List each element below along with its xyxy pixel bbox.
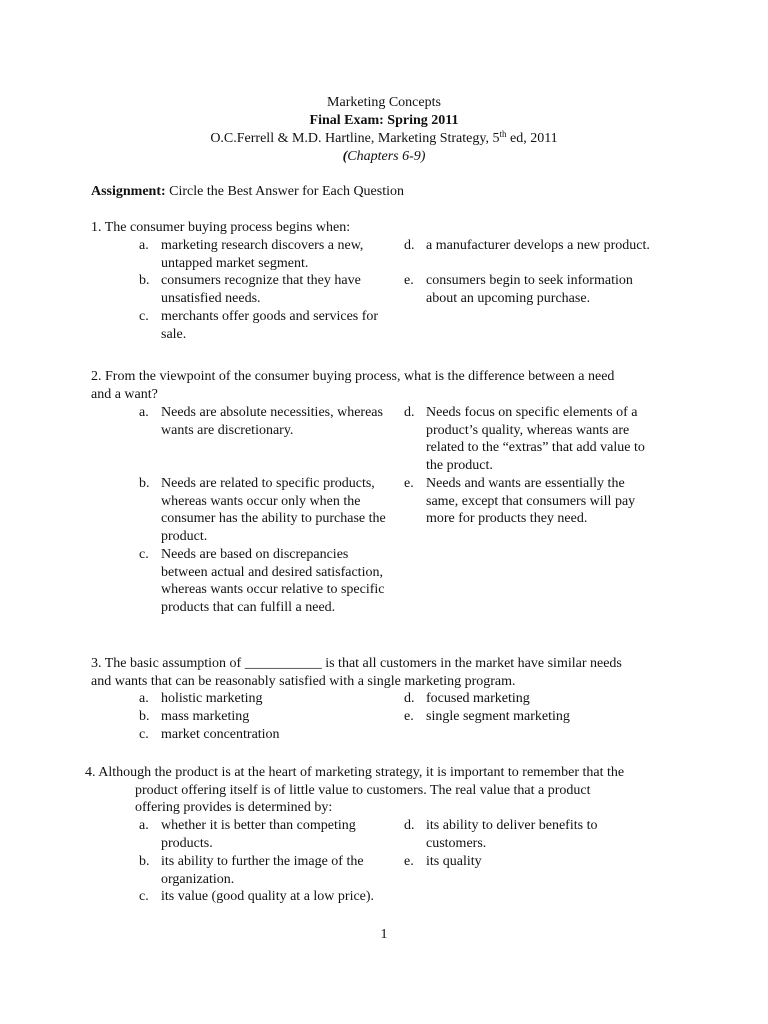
option-letter: c. <box>139 727 149 742</box>
question-2-stem-line-2: and a want? <box>91 387 158 402</box>
option-letter: e. <box>404 854 414 869</box>
question-3-stem-line-2: and wants that can be reasonably satisfied with a single marketing program. <box>91 674 516 689</box>
option-letter: d. <box>404 691 415 706</box>
question-3-stem-line-1: 3. The basic assumption of ___________ is that all customers in the market have similar needs <box>91 656 622 671</box>
option-letter: b. <box>139 854 150 869</box>
option-text: Needs are absolute necessities, whereas wants are discretionary. <box>161 405 383 438</box>
option-letter: a. <box>139 238 149 253</box>
option-text: its value (good quality at a low price). <box>161 889 375 904</box>
option-text: Needs and wants are essentially the same, except that consumers will pay more for products they need. <box>426 476 636 526</box>
option-text: whether it is better than competing products. <box>161 818 356 851</box>
option-text: its quality <box>426 854 482 869</box>
question-4-stem-line-1: 4. Although the product is at the heart of marketing strategy, it is important to remember that the <box>85 765 625 780</box>
option-text: marketing research discovers a new, untapped market segment. <box>161 238 364 271</box>
option-letter: e. <box>404 273 414 288</box>
question-2-stem-line-1: 2. From the viewpoint of the consumer buying process, what is the difference between a need <box>91 369 615 384</box>
option-text: Needs are related to specific products, whereas wants occur only when the consumer has the ability to purchase the product. <box>161 476 386 544</box>
option-letter: a. <box>139 691 149 706</box>
option-letter: d. <box>404 238 415 253</box>
option-text: single segment marketing <box>426 709 570 724</box>
option-text: Needs are based on discrepancies between actual and desired satisfaction, whereas wants occur relative to specific products that can fulfill a need. <box>161 547 385 615</box>
reference-year: ed, 2011 <box>506 131 558 146</box>
question-4-stem-line-2: product offering itself is of little value to customers. The real value that a product <box>135 783 591 798</box>
option-letter: d. <box>404 818 415 833</box>
assignment-label: Assignment: <box>91 184 166 199</box>
option-letter: e. <box>404 476 414 491</box>
edition-superscript: th <box>499 129 507 139</box>
question-1-stem: 1. The consumer buying process begins when: <box>91 220 351 235</box>
course-title: Marketing Concepts <box>327 95 441 110</box>
option-letter: b. <box>139 476 150 491</box>
option-text: consumers recognize that they have unsatisfied needs. <box>161 273 361 306</box>
option-text: Needs focus on specific elements of a product’s quality, whereas wants are related to the “extras” that add value to the product. <box>426 405 645 473</box>
chapters-range <box>0 148 768 166</box>
option-letter: a. <box>139 405 149 420</box>
option-text: mass marketing <box>161 709 250 724</box>
option-text: consumers begin to seek information about an upcoming purchase. <box>426 273 633 306</box>
chapters-text: Chapters 6-9) <box>347 149 426 164</box>
assignment-instructions <box>91 183 404 201</box>
page-number: 1 <box>380 927 388 942</box>
option-text: its ability to further the image of the organization. <box>161 854 364 887</box>
option-text: a manufacturer develops a new product. <box>426 238 650 253</box>
option-text: its ability to deliver benefits to customers. <box>426 818 598 851</box>
option-text: holistic marketing <box>161 691 263 706</box>
chapters-open-paren: ( <box>342 149 348 164</box>
textbook-reference <box>0 130 768 148</box>
option-letter: d. <box>404 405 415 420</box>
option-letter: c. <box>139 889 149 904</box>
option-text: market concentration <box>161 727 280 742</box>
option-letter: c. <box>139 309 149 324</box>
option-letter: c. <box>139 547 149 562</box>
option-letter: b. <box>139 273 150 288</box>
option-letter: a. <box>139 818 149 833</box>
question-4-stem-line-3: offering provides is determined by: <box>135 800 333 815</box>
exam-title: Final Exam: Spring 2011 <box>309 113 459 128</box>
assignment-text: Circle the Best Answer for Each Question <box>165 184 404 199</box>
option-letter: b. <box>139 709 150 724</box>
option-text: merchants offer goods and services for sale. <box>161 309 379 342</box>
reference-main: O.C.Ferrell & M.D. Hartline, Marketing Strategy, 5 <box>210 131 500 146</box>
option-text: focused marketing <box>426 691 530 706</box>
option-letter: e. <box>404 709 414 724</box>
